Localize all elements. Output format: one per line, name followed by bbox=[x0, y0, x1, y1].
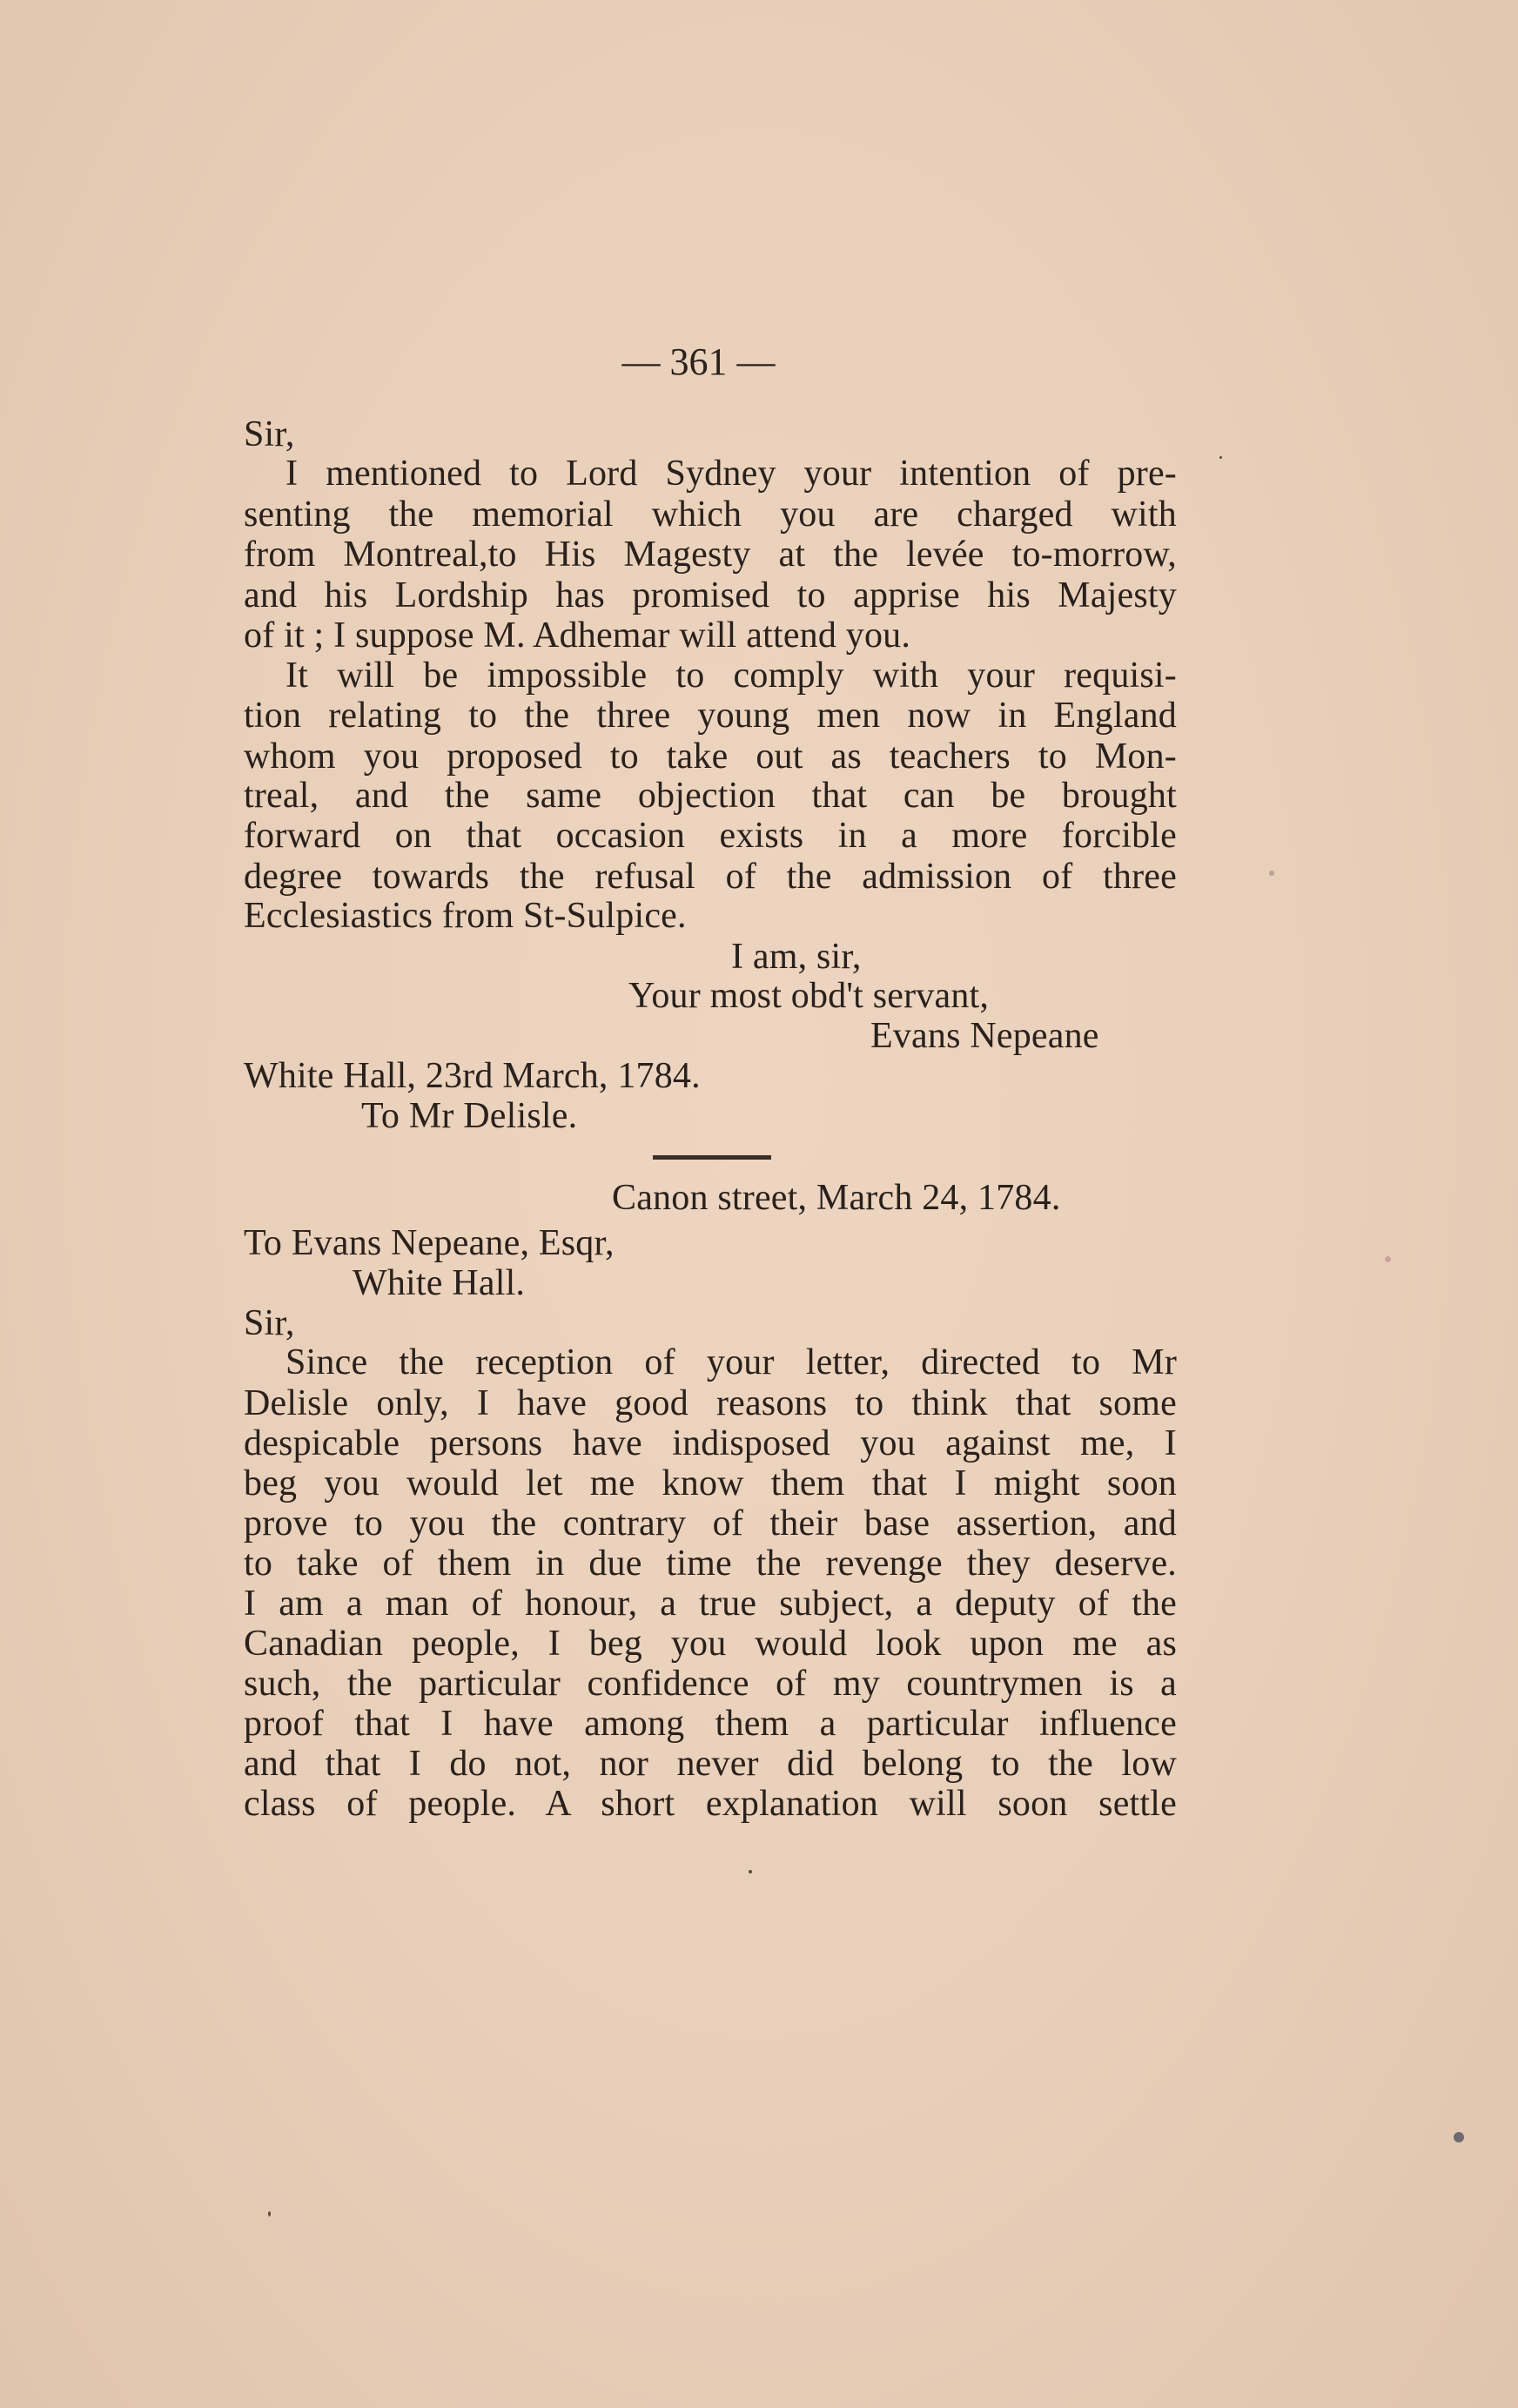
section-divider bbox=[653, 1155, 771, 1160]
letter1-line: from Montreal,to His Magesty at the levée to-morrow, bbox=[244, 535, 1177, 575]
letter2-line: Canadian people, I beg you would look upon me as bbox=[244, 1624, 1177, 1664]
letter2-line: I am a man of honour, a true subject, a deputy of the bbox=[244, 1584, 1177, 1624]
letter1-line: tion relating to the three young men now in England bbox=[244, 696, 1177, 736]
letter2-recipient: To Evans Nepeane, Esqr, bbox=[244, 1223, 615, 1263]
letter1-salutation: Sir, bbox=[244, 414, 295, 454]
letter1-signature: Evans Nepeane bbox=[870, 1016, 1099, 1056]
letter1-line: whom you proposed to take out as teachers to Mon- bbox=[244, 737, 1177, 777]
letter1-line: I mentioned to Lord Sydney your intention of pre- bbox=[285, 454, 1177, 494]
letter1-line: degree towards the refusal of the admission of three bbox=[244, 857, 1177, 897]
letter2-line: proof that I have among them a particular influence bbox=[244, 1704, 1177, 1744]
paper-speck bbox=[1219, 456, 1222, 459]
letter2-line: class of people. A short explanation will soon settle bbox=[244, 1784, 1177, 1824]
letter2-line: Since the reception of your letter, directed to Mr bbox=[285, 1342, 1177, 1382]
letter2-recipient-place: White Hall. bbox=[353, 1263, 526, 1303]
page-number: — 361 — bbox=[621, 340, 776, 383]
letter1-line: treal, and the same objection that can be brought bbox=[244, 776, 1177, 816]
letter1-closing-servant: Your most obd't servant, bbox=[628, 976, 990, 1016]
letter1-place-date: White Hall, 23rd March, 1784. bbox=[244, 1056, 701, 1096]
letter2-line: such, the particular confidence of my countrymen is a bbox=[244, 1664, 1177, 1704]
paper-speck bbox=[1454, 2132, 1464, 2142]
letter2-line: despicable persons have indisposed you against me, I bbox=[244, 1423, 1177, 1463]
letter2-salutation: Sir, bbox=[244, 1303, 295, 1343]
letter1-recipient: To Mr Delisle. bbox=[361, 1096, 578, 1136]
letter2-line: Delisle only, I have good reasons to think that some bbox=[244, 1383, 1177, 1423]
letter2-line: to take of them in due time the revenge they deserve. bbox=[244, 1544, 1177, 1584]
paper-speck bbox=[749, 1870, 752, 1873]
letter1-line: senting the memorial which you are charged with bbox=[244, 494, 1177, 535]
letter1-line: forward on that occasion exists in a more forcible bbox=[244, 816, 1177, 856]
letter1-closing: I am, sir, bbox=[731, 937, 862, 977]
letter2-line: beg you would let me know them that I might soon bbox=[244, 1463, 1177, 1503]
letter1-line: Ecclesiastics from St-Sulpice. bbox=[244, 896, 687, 936]
paper-speck bbox=[1385, 1256, 1391, 1262]
letter1-line: of it ; I suppose M. Adhemar will attend you. bbox=[244, 615, 911, 656]
letter1-line: and his Lordship has promised to apprise his Majesty bbox=[244, 575, 1177, 615]
letter2-line: prove to you the contrary of their base assertion, and bbox=[244, 1503, 1177, 1544]
letter2-line: and that I do not, nor never did belong to the low bbox=[244, 1744, 1177, 1784]
paper-speck bbox=[268, 2211, 271, 2216]
letter1-line: It will be impossible to comply with your requisi- bbox=[285, 656, 1177, 696]
paper-speck bbox=[1269, 871, 1274, 876]
letter2-place-date: Canon street, March 24, 1784. bbox=[612, 1178, 1061, 1218]
